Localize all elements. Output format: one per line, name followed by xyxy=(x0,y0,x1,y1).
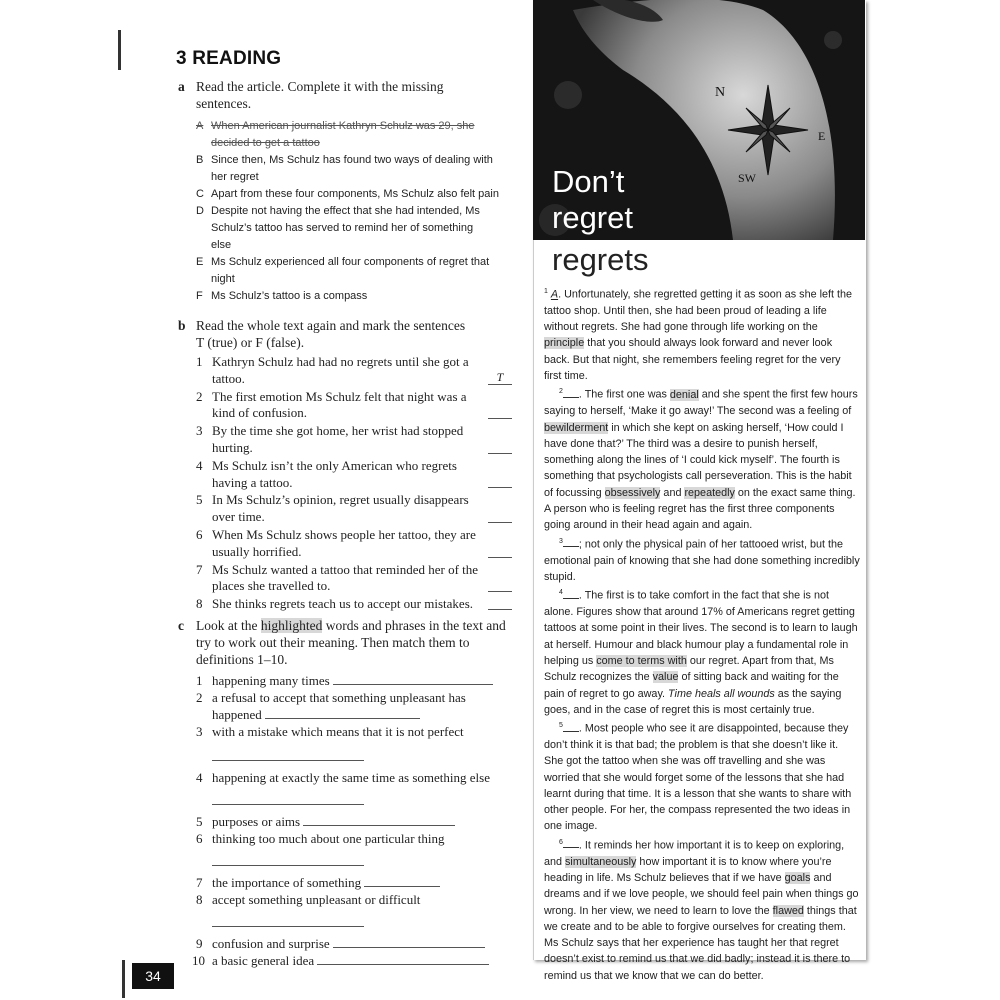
article-paragraph: $^2$ . The first one was denial and she spent the first few hours saying to herself, ‘Make it go away!’ The second was a feeling of bewilderment in which she kept on asking herself, ‘How could I have done that?’ The third was a desire to punish herself, something along the lines of ‘I could kick myself’. The fourth is something that psychologists call perseveration. This is the habit of focussing obsessively and repeatedly on the exact same thing. A person who is feeling regret has the first three components going around in their head again and again. xyxy=(544,388,858,532)
part-c-instruction: Look at the highlighted words and phrases in the text and try to work out their meaning. Then match them to definitions 1–10. xyxy=(196,618,506,667)
gap-blank[interactable] xyxy=(563,387,579,398)
svg-text:E: E xyxy=(818,129,826,143)
article-paragraph: $^6$ . It reminds her how important it is to keep on exploring, and simultaneously how important it is to know where you’re heading in life. Ms Schulz believes that if we have goals and dreams and if we love people, we should feel pain when things go wrong. In her view, we need to learn to love the flawed things that we create and to be able to forgive ourselves for creating them. Ms Schulz says that her experience has taught her that regret doesn’t exist to remind us that we did badly; instead it is there to remind us that we know that we can do better. xyxy=(544,838,859,982)
tf-item: 8 She thinks regrets teach us to accept our mistakes. xyxy=(196,596,512,613)
definition-item: 2 a refusal to accept that something unpleasant has happened xyxy=(196,690,466,722)
gap-blank[interactable] xyxy=(563,837,579,848)
article-paragraph: $^5$ . Most people who see it are disappointed, because they don’t think it is that bad; the problem is that she doesn’t like it. She got the tattoo when she was off travelling and she was worried that she would forget some of the lessons that she had learnt during that time. It is a lesson that she wants to share with other people. For her, the compass represented the two ideas in one image. xyxy=(544,722,852,833)
part-a-instruction: Read the article. Complete it with the missing sentences. xyxy=(196,79,444,111)
definition-item: 10 a basic general idea xyxy=(196,952,516,969)
part-b-instruction: Read the whole text again and mark the sentences T (true) or F (false). xyxy=(196,318,466,350)
definition-item: 8 accept something unpleasant or difficult xyxy=(196,891,516,931)
svg-text:N: N xyxy=(715,85,726,100)
tf-item: 6 When Ms Schulz shows people her tattoo, they are usually horrified. xyxy=(196,527,512,561)
gap-blank[interactable] xyxy=(563,721,579,732)
option-item: C Apart from these four components, Ms Schulz also felt pain xyxy=(196,188,499,200)
article-paragraph: $^3$ ; not only the physical pain of her tattooed wrist, but the emotional pain of knowing that she had done something incredibly stupid. xyxy=(544,537,860,583)
tf-item: 4 Ms Schulz isn’t the only American who regrets having a tattoo. xyxy=(196,458,512,492)
answer-blank[interactable] xyxy=(488,597,512,610)
definition-item: 4 happening at exactly the same time as something else xyxy=(196,769,516,809)
definition-item: 6 thinking too much about one particular thing xyxy=(196,830,516,870)
answer-blank[interactable] xyxy=(488,579,512,592)
binder-mark xyxy=(122,960,125,998)
answer-blank[interactable] xyxy=(488,475,512,488)
answer-blank[interactable] xyxy=(333,935,485,948)
tf-item: 7 Ms Schulz wanted a tattoo that reminded her of the places she travelled to. xyxy=(196,562,512,596)
gap-blank[interactable] xyxy=(563,536,579,547)
page-number: 34 xyxy=(132,963,174,989)
answer-blank[interactable] xyxy=(333,672,493,685)
definition-item: 5 purposes or aims xyxy=(196,813,516,830)
answer-blank[interactable] xyxy=(212,792,364,805)
article-title: Don’t regret regrets xyxy=(552,164,649,277)
binder-mark xyxy=(118,30,121,70)
answer-blank[interactable] xyxy=(212,914,364,927)
answer-blank[interactable] xyxy=(488,406,512,419)
tf-item: 3 By the time she got home, her wrist had stopped hurting. xyxy=(196,423,512,457)
gap-blank[interactable] xyxy=(563,588,579,599)
definition-item: 9 confusion and surprise xyxy=(196,935,516,952)
answer-blank[interactable] xyxy=(212,853,364,866)
gap-answer[interactable]: A xyxy=(550,288,559,301)
option-item: A When American journalist Kathryn Schulz was 29, she decided to get a tattoo xyxy=(196,120,475,149)
option-item: F Ms Schulz’s tattoo is a compass xyxy=(196,290,368,302)
true-false-list xyxy=(196,354,512,614)
answer-blank[interactable] xyxy=(488,545,512,558)
answer-blank[interactable] xyxy=(317,952,489,965)
options-list xyxy=(196,118,516,305)
definition-item: 3 with a mistake which means that it is not perfect xyxy=(196,723,516,765)
tf-item: 2 The first emotion Ms Schulz felt that night was a kind of confusion. xyxy=(196,389,512,423)
answer-blank[interactable]: T xyxy=(488,372,512,385)
article-text xyxy=(544,284,860,984)
article-paragraph: $^1$ A. Unfortunately, she regretted getting it as soon as she left the tattoo shop. Until then, she had been proud of leading a life without regrets. She had gone through life working on the principle that you should always look forward and never look back. But that night, she remembers feeling regret for the very first time. xyxy=(544,288,852,383)
section-heading: 3 READING xyxy=(176,48,282,69)
definitions-list xyxy=(192,672,516,969)
svg-text:SW: SW xyxy=(738,171,756,185)
definition-item: 1 happening many times xyxy=(196,672,516,689)
answer-blank[interactable] xyxy=(265,706,420,719)
part-c-letter: c xyxy=(178,618,184,633)
tf-item: 1 Kathryn Schulz had had no regrets until she got a tattoo. T xyxy=(196,354,512,388)
part-b-letter: b xyxy=(178,318,186,333)
article-paragraph: $^4$ . The first is to take comfort in the fact that she is not alone. Figures show that around 17% of Americans regret getting tattoos at some point in their lives. The second is to learn to laugh at herself. Humour and black humour play a fundamental role in helping us come to terms with our regret. Apart from that, Ms Schulz recognizes the value of sitting back and waiting for the pain of regret to go away. Time heals all wounds as the saying goes, and in the case of regret this is most certainly true. xyxy=(544,589,858,716)
option-item: E Ms Schulz experienced all four components of regret that night xyxy=(196,256,490,285)
part-a-letter: a xyxy=(178,79,185,94)
answer-blank[interactable] xyxy=(364,874,440,887)
option-item: B Since then, Ms Schulz has found two ways of dealing with her regret xyxy=(196,154,493,183)
answer-blank[interactable] xyxy=(488,441,512,454)
option-item: D Despite not having the effect that she had intended, Ms Schulz’s tattoo has served to remind her of something else xyxy=(196,205,480,251)
answer-blank[interactable] xyxy=(303,813,455,826)
definition-item: 7 the importance of something xyxy=(196,874,516,891)
answer-blank[interactable] xyxy=(488,510,512,523)
tf-item: 5 In Ms Schulz’s opinion, regret usually disappears over time. xyxy=(196,492,512,526)
answer-blank[interactable] xyxy=(212,748,364,761)
